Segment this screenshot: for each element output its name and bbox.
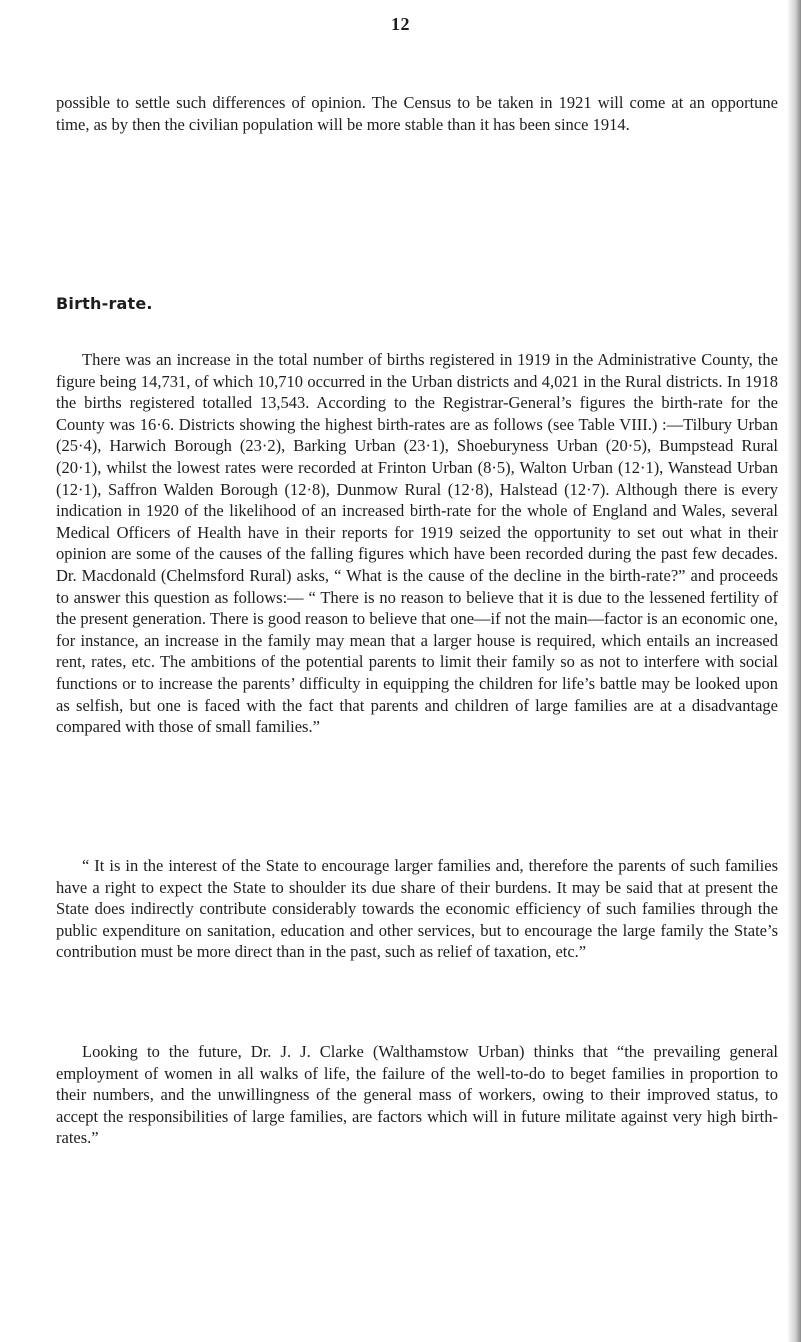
page-number: 12	[391, 14, 410, 34]
state-interest-paragraph: “ It is in the interest of the State to encourage larger families and, therefore the parents of such families have a right to expect the State to shoulder its due share of their burdens. It may be said that at present the State does indirectly contribute considerably towards the economic efficiency of such families through the public expenditure on sanitation, education and other services, but to encourage the large family the State’s contribution must be more direct than in the past, such as relief of taxation, etc.”	[56, 856, 778, 962]
future-outlook-paragraph: Looking to the future, Dr. J. J. Clarke (Walthamstow Urban) thinks that “the prevailing general employment of women in all walks of life, the failure of the well-to-do to beget families in proportion to their numbers, and the unwillingness of the general mass of workers, owing to their improved status, to accept the responsibilities of large families, are factors which will in future militate against very high birth-rates.”	[56, 1042, 778, 1148]
section-heading: Birth-rate.	[56, 294, 153, 313]
page-edge-shadow	[787, 0, 801, 1342]
birth-rate-paragraph: There was an increase in the total number of births registered in 1919 in the Administrative County, the figure being 14,731, of which 10,710 occurred in the Urban districts and 4,021 in the Rural districts. In 1918 the births registered totalled 13,543. According to the Registrar-General’s figures the birth-rate for the County was 16·6. Districts showing the highest birth-rates are as follows (see Table VIII.) :—Tilbury Urban (25·4), Harwich Borough (23·2), Barking Urban (23·1), Shoeburyness Urban (20·5), Bumpstead Rural (20·1), whilst the lowest rates were recorded at Frinton Urban (8·5), Walton Urban (12·1), Wanstead Urban (12·1), Saffron Walden Borough (12·8), Dunmow Rural (12·8), Halstead (12·7). Although there is every indication in 1920 of the likelihood of an increased birth-rate for the whole of England and Wales, several Medical Officers of Health have in their reports for 1919 seized the opportunity to set out what in their opinion are some of the causes of the falling figures which have been recorded during the past few decades. Dr. Macdonald (Chelmsford Rural) asks, “ What is the cause of the decline in the birth-rate?” and proceeds to answer this question as follows:— “ There is no reason to believe that it is due to the lessened fertility of the present generation. There is good reason to believe that one—if not the main—factor is an economic one, for instance, an increase in the family may mean that a larger house is required, which entails an increased rent, rates, etc. The ambitions of the potential parents to limit their family so as not to interfere with social functions or to increase the parents’ difficulty in equipping the children for life’s battle may be looked upon as selfish, but one is faced with the fact that parents and children of large families are at a disadvantage compared with those of small families.”	[56, 350, 778, 737]
intro-paragraph: possible to settle such differences of opinion. The Census to be taken in 1921 will come at an opportune time, as by then the civilian population will be more stable than it has been since 1914.	[56, 93, 778, 134]
